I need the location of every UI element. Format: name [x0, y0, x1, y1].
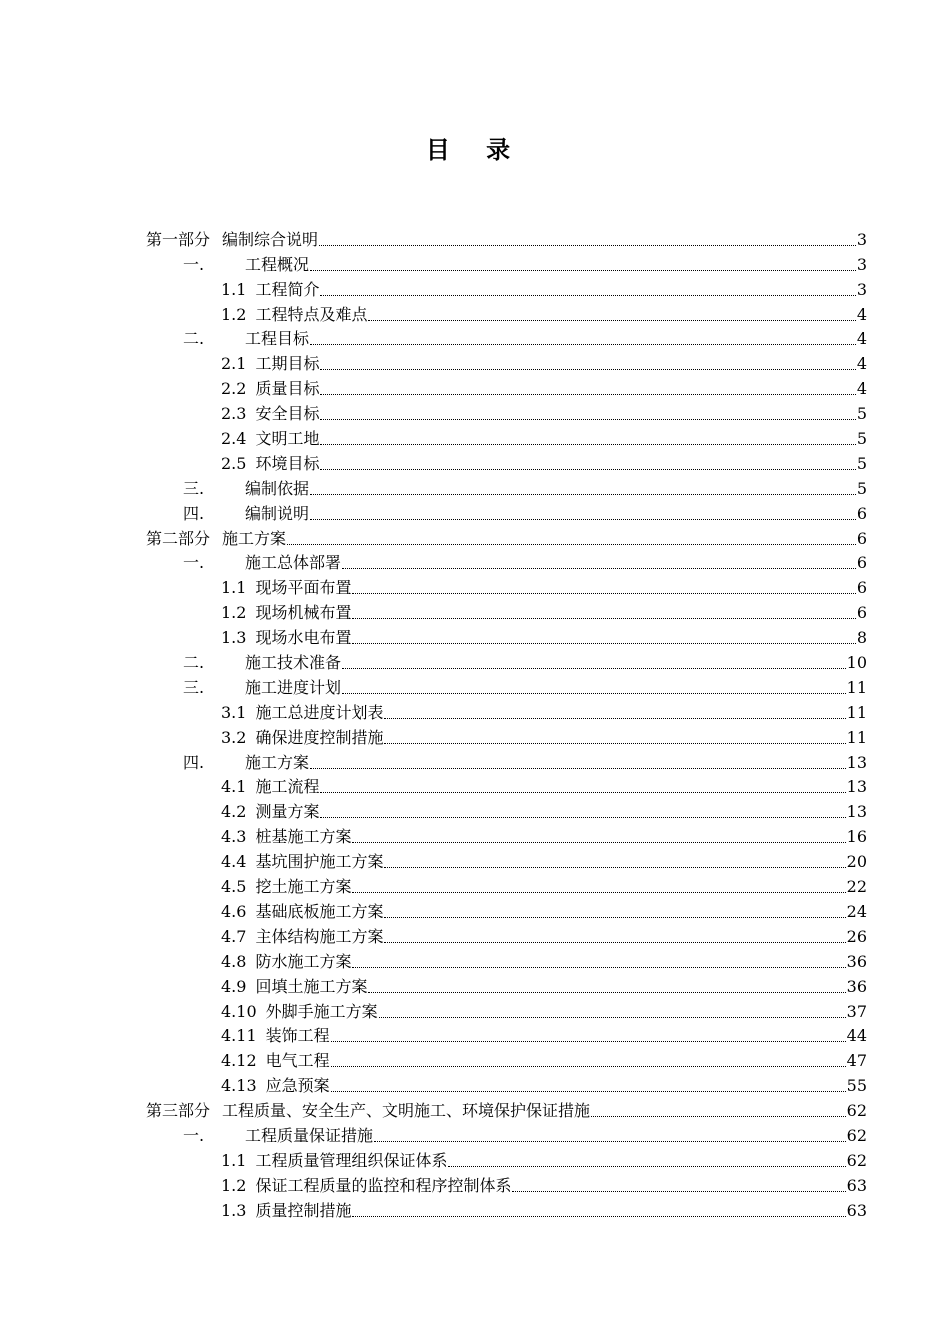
toc-entry-label: [221, 578, 351, 598]
toc-entry[interactable]: [146, 499, 867, 524]
toc-entry-title: 编制依据: [245, 478, 310, 498]
toc-entry-label: [146, 529, 286, 549]
toc-entry-page-number: 36: [846, 951, 867, 971]
page-title: 目 录: [425, 135, 525, 164]
toc-entry-label: [183, 653, 341, 673]
toc-dot-leader: [320, 294, 855, 296]
toc-entry-page-number: 47: [846, 1051, 867, 1071]
toc-dot-leader: [352, 592, 855, 594]
toc-entry-number: 4.1: [221, 777, 247, 797]
toc-entry-title: 文明工地: [255, 429, 320, 449]
toc-dot-leader: [384, 717, 845, 719]
toc-entry[interactable]: [146, 598, 867, 623]
toc-dot-leader: [320, 468, 855, 470]
toc-entry-number: 4.13: [221, 1076, 257, 1096]
toc-entry-label: [221, 877, 351, 897]
toc-entry-number: 4.8: [221, 951, 247, 971]
toc-dot-leader: [320, 418, 855, 420]
toc-entry-number: 2.4: [221, 429, 247, 449]
toc-dot-leader: [331, 1040, 846, 1042]
toc-entry-title: 工程概况: [245, 254, 310, 274]
toc-entry-number: 4.5: [221, 877, 247, 897]
toc-entry-title: 外脚手施工方案: [265, 1001, 378, 1021]
toc-entry-title: 应急预案: [265, 1076, 330, 1096]
toc-entry[interactable]: [146, 1171, 867, 1196]
toc-entry-number: 4.7: [221, 926, 247, 946]
toc-entry-label: [221, 379, 319, 399]
toc-entry-label: [183, 753, 309, 773]
toc-entry-title: 编制综合说明: [222, 229, 319, 249]
toc-dot-leader: [352, 1215, 845, 1217]
toc-entry-page-number: 3: [856, 254, 867, 274]
toc-entry-page-number: 13: [846, 777, 867, 797]
toc-entry[interactable]: [146, 424, 867, 449]
toc-entry[interactable]: [146, 897, 867, 922]
toc-dot-leader: [379, 1016, 846, 1018]
toc-entry[interactable]: [146, 847, 867, 872]
toc-entry[interactable]: [146, 573, 867, 598]
toc-entry-number: 一.: [183, 1125, 205, 1145]
toc-dot-leader: [320, 443, 855, 445]
toc-entry[interactable]: [146, 300, 867, 325]
toc-entry-title: 现场平面布置: [255, 578, 352, 598]
toc-entry-label: [183, 1126, 373, 1146]
toc-entry[interactable]: [146, 449, 867, 474]
toc-entry-number: 1.1: [221, 578, 247, 598]
toc-entry-label: [221, 802, 319, 822]
toc-entry[interactable]: [146, 325, 867, 350]
toc-entry-label: [221, 404, 319, 424]
toc-dot-leader: [331, 1065, 846, 1067]
toc-entry-number: 二.: [183, 653, 205, 673]
toc-entry-label: [221, 354, 319, 374]
toc-entry-number: 1.2: [221, 1175, 247, 1195]
toc-entry[interactable]: [146, 399, 867, 424]
toc-entry[interactable]: [146, 474, 867, 499]
toc-entry-number: 1.2: [221, 603, 247, 623]
toc-entry-page-number: 4: [856, 354, 867, 374]
toc-entry-label: [221, 305, 367, 325]
toc-entry-label: [221, 927, 383, 947]
toc-entry-title: 测量方案: [255, 802, 320, 822]
toc-entry-page-number: 20: [846, 852, 867, 872]
toc-entry-page-number: 5: [856, 429, 867, 449]
toc-entry-number: 2.1: [221, 354, 247, 374]
toc-dot-leader: [310, 518, 856, 520]
toc-dot-leader: [331, 1090, 846, 1092]
toc-entry[interactable]: [146, 797, 867, 822]
toc-entry-title: 防水施工方案: [255, 951, 352, 971]
toc-entry[interactable]: [146, 748, 867, 773]
toc-entry[interactable]: [146, 997, 867, 1022]
toc-entry-number: 2.2: [221, 379, 247, 399]
toc-entry-label: [221, 1151, 447, 1171]
toc-entry-label: [183, 255, 309, 275]
toc-dot-leader: [384, 916, 845, 918]
toc-entry-page-number: 26: [846, 926, 867, 946]
toc-dot-leader: [342, 692, 846, 694]
toc-entry-title: 施工总体部署: [245, 553, 342, 573]
toc-dot-leader: [374, 1140, 846, 1142]
toc-entry-label: [221, 827, 351, 847]
toc-entry-title: 基础底板施工方案: [255, 901, 384, 921]
toc-dot-leader: [320, 393, 855, 395]
toc-entry-number: 1.3: [221, 628, 247, 648]
toc-entry-page-number: 36: [846, 976, 867, 996]
toc-entry-number: 4.9: [221, 976, 247, 996]
toc-entry-title: 施工方案: [245, 752, 310, 772]
toc-entry-title: 保证工程质量的监控和程序控制体系: [255, 1175, 512, 1195]
toc-dot-leader: [384, 941, 845, 943]
toc-entry-title: 主体结构施工方案: [255, 926, 384, 946]
toc-entry-title: 确保进度控制措施: [255, 727, 384, 747]
toc-dot-leader: [287, 543, 856, 545]
toc-entry-title: 施工总进度计划表: [255, 702, 384, 722]
toc-entry-page-number: 3: [856, 279, 867, 299]
toc-dot-leader: [310, 493, 856, 495]
toc-dot-leader: [368, 991, 845, 993]
toc-entry-number: 1.3: [221, 1200, 247, 1220]
toc-entry-page-number: 13: [846, 752, 867, 772]
toc-entry-page-number: 44: [846, 1026, 867, 1046]
toc-dot-leader: [384, 866, 845, 868]
toc-entry-page-number: 4: [856, 304, 867, 324]
toc-entry-page-number: 13: [846, 802, 867, 822]
toc-entry-title: 回填土施工方案: [255, 976, 368, 996]
toc-dot-leader: [310, 767, 846, 769]
toc-entry[interactable]: [146, 374, 867, 399]
toc-entry-page-number: 62: [846, 1125, 867, 1145]
toc-entry-page-number: 11: [846, 677, 867, 697]
toc-entry-number: 4.10: [221, 1001, 257, 1021]
toc-entry[interactable]: [146, 947, 867, 972]
toc-entry-page-number: 4: [856, 379, 867, 399]
toc-entry-label: [221, 728, 383, 748]
toc-entry-label: [183, 479, 309, 499]
toc-entry[interactable]: [146, 1096, 867, 1121]
toc-entry-label: [221, 777, 319, 797]
toc-entry-page-number: 6: [856, 528, 867, 548]
toc-dot-leader: [342, 667, 846, 669]
toc-entry-number: 四.: [183, 752, 205, 772]
toc-entry-number: 2.3: [221, 404, 247, 424]
toc-entry-page-number: 5: [856, 478, 867, 498]
toc-dot-leader: [591, 1115, 846, 1117]
toc-entry-number: 4.11: [221, 1026, 257, 1046]
toc-entry-page-number: 55: [846, 1076, 867, 1096]
toc-entry-title: 工程质量管理组织保证体系: [255, 1150, 448, 1170]
toc-entry[interactable]: [146, 1121, 867, 1146]
toc-entry-label: [221, 454, 319, 474]
toc-entry-page-number: 6: [856, 603, 867, 623]
toc-entry-page-number: 5: [856, 453, 867, 473]
toc-entry-page-number: 62: [846, 1150, 867, 1170]
toc-entry-title: 工程特点及难点: [255, 304, 368, 324]
toc-entry-label: [221, 1176, 511, 1196]
toc-entry-title: 施工技术准备: [245, 653, 342, 673]
toc-entry-number: 1.1: [221, 1150, 247, 1170]
toc-entry[interactable]: [146, 698, 867, 723]
toc-entry-title: 电气工程: [265, 1051, 330, 1071]
toc-entry-number: 2.5: [221, 453, 247, 473]
toc-entry-page-number: 63: [846, 1175, 867, 1195]
toc-entry-page-number: 16: [846, 827, 867, 847]
toc-dot-leader: [310, 343, 856, 345]
toc-entry-page-number: 22: [846, 877, 867, 897]
toc-dot-leader: [352, 617, 855, 619]
toc-entry-label: [183, 678, 341, 698]
toc-entry-page-number: 24: [846, 901, 867, 921]
toc-entry-number: 4.12: [221, 1051, 257, 1071]
toc-entry[interactable]: [146, 349, 867, 374]
toc-entry-number: 四.: [183, 503, 205, 523]
toc-dot-leader: [512, 1190, 845, 1192]
toc-entry[interactable]: [146, 723, 867, 748]
toc-entry-title: 桩基施工方案: [255, 827, 352, 847]
toc-entry-label: [221, 603, 351, 623]
toc-entry[interactable]: [146, 972, 867, 997]
toc-entry-page-number: 8: [856, 628, 867, 648]
toc-entry[interactable]: [146, 225, 867, 250]
toc-entry-page-number: 11: [846, 727, 867, 747]
toc-entry-title: 工程简介: [255, 279, 320, 299]
toc-entry-label: [221, 1051, 330, 1071]
toc-entry-page-number: 4: [856, 329, 867, 349]
toc-entry-label: [183, 329, 309, 349]
toc-entry-number: 1.1: [221, 279, 247, 299]
toc-entry-title: 工程质量、安全生产、文明施工、环境保护保证措施: [222, 1101, 591, 1121]
toc-entry-label: [221, 280, 319, 300]
toc-entry-label: [221, 977, 367, 997]
toc-entry-label: [221, 1201, 351, 1221]
toc-entry[interactable]: [146, 275, 867, 300]
toc-entry-title: 质量目标: [255, 379, 320, 399]
toc-dot-leader: [368, 319, 855, 321]
toc-entry-title: 施工流程: [255, 777, 320, 797]
toc-entry-title: 施工进度计划: [245, 677, 342, 697]
toc-entry-label: [146, 230, 318, 250]
toc-dot-leader: [320, 816, 845, 818]
toc-entry-number: 4.6: [221, 901, 247, 921]
toc-entry[interactable]: [146, 1022, 867, 1047]
toc-dot-leader: [342, 567, 856, 569]
toc-entry[interactable]: [146, 1046, 867, 1071]
toc-entry-label: [221, 852, 383, 872]
toc-entry-title: 环境目标: [255, 453, 320, 473]
table-of-contents: [146, 225, 867, 1221]
toc-entry-number: 一.: [183, 254, 205, 274]
toc-entry-title: 工程目标: [245, 329, 310, 349]
toc-entry[interactable]: [146, 1146, 867, 1171]
toc-dot-leader: [352, 891, 845, 893]
toc-entry-label: [183, 553, 341, 573]
toc-entry-title: 质量控制措施: [255, 1200, 352, 1220]
toc-entry[interactable]: [146, 1071, 867, 1096]
toc-entry-number: 4.4: [221, 852, 247, 872]
toc-entry-label: [183, 504, 309, 524]
toc-entry-label: [221, 429, 319, 449]
toc-dot-leader: [319, 244, 856, 246]
toc-entry-title: 挖土施工方案: [255, 877, 352, 897]
toc-entry-label: [221, 703, 383, 723]
toc-entry-page-number: 5: [856, 404, 867, 424]
toc-entry-label: [221, 1026, 330, 1046]
toc-entry-title: 工程质量保证措施: [245, 1125, 374, 1145]
toc-entry[interactable]: [146, 623, 867, 648]
toc-entry[interactable]: [146, 673, 867, 698]
toc-entry-label: [221, 1002, 378, 1022]
toc-entry-number: 1.2: [221, 304, 247, 324]
toc-dot-leader: [352, 841, 845, 843]
toc-entry-title: 现场水电布置: [255, 628, 352, 648]
toc-entry[interactable]: [146, 872, 867, 897]
toc-dot-leader: [310, 269, 856, 271]
toc-entry-page-number: 11: [846, 702, 867, 722]
toc-entry-title: 施工方案: [222, 528, 287, 548]
toc-entry[interactable]: [146, 773, 867, 798]
toc-entry-label: [146, 1101, 590, 1121]
toc-entry[interactable]: [146, 922, 867, 947]
toc-entry-number: 3.2: [221, 727, 247, 747]
toc-entry[interactable]: [146, 549, 867, 574]
toc-entry-page-number: 63: [846, 1200, 867, 1220]
toc-entry-page-number: 62: [846, 1101, 867, 1121]
toc-entry-number: 三.: [183, 677, 205, 697]
toc-entry-number: 4.2: [221, 802, 247, 822]
toc-entry-number: 第一部分: [146, 229, 211, 249]
toc-entry[interactable]: [146, 250, 867, 275]
toc-entry-page-number: 37: [846, 1001, 867, 1021]
toc-entry-page-number: 3: [856, 229, 867, 249]
toc-entry-number: 4.3: [221, 827, 247, 847]
toc-dot-leader: [320, 368, 855, 370]
toc-entry-number: 三.: [183, 478, 205, 498]
toc-entry-page-number: 6: [856, 578, 867, 598]
toc-entry[interactable]: [146, 1196, 867, 1221]
toc-entry[interactable]: [146, 648, 867, 673]
toc-entry-title: 装饰工程: [265, 1026, 330, 1046]
toc-entry-title: 基坑围护施工方案: [255, 852, 384, 872]
toc-entry-label: [221, 952, 351, 972]
toc-entry-label: [221, 902, 383, 922]
toc-entry-number: 3.1: [221, 702, 247, 722]
toc-dot-leader: [384, 742, 845, 744]
toc-entry-page-number: 6: [856, 503, 867, 523]
toc-entry[interactable]: [146, 524, 867, 549]
toc-entry-title: 现场机械布置: [255, 603, 352, 623]
toc-entry-number: 第三部分: [146, 1101, 211, 1121]
toc-entry-page-number: 10: [846, 653, 867, 673]
toc-entry-title: 安全目标: [255, 404, 320, 424]
toc-entry[interactable]: [146, 822, 867, 847]
toc-entry-number: 二.: [183, 329, 205, 349]
toc-entry-title: 工期目标: [255, 354, 320, 374]
toc-dot-leader: [448, 1165, 845, 1167]
toc-entry-label: [221, 1076, 330, 1096]
toc-dot-leader: [320, 791, 845, 793]
toc-entry-page-number: 6: [856, 553, 867, 573]
toc-dot-leader: [352, 642, 855, 644]
toc-entry-number: 一.: [183, 553, 205, 573]
toc-dot-leader: [352, 966, 845, 968]
toc-entry-number: 第二部分: [146, 528, 211, 548]
toc-entry-label: [221, 628, 351, 648]
toc-entry-title: 编制说明: [245, 503, 310, 523]
